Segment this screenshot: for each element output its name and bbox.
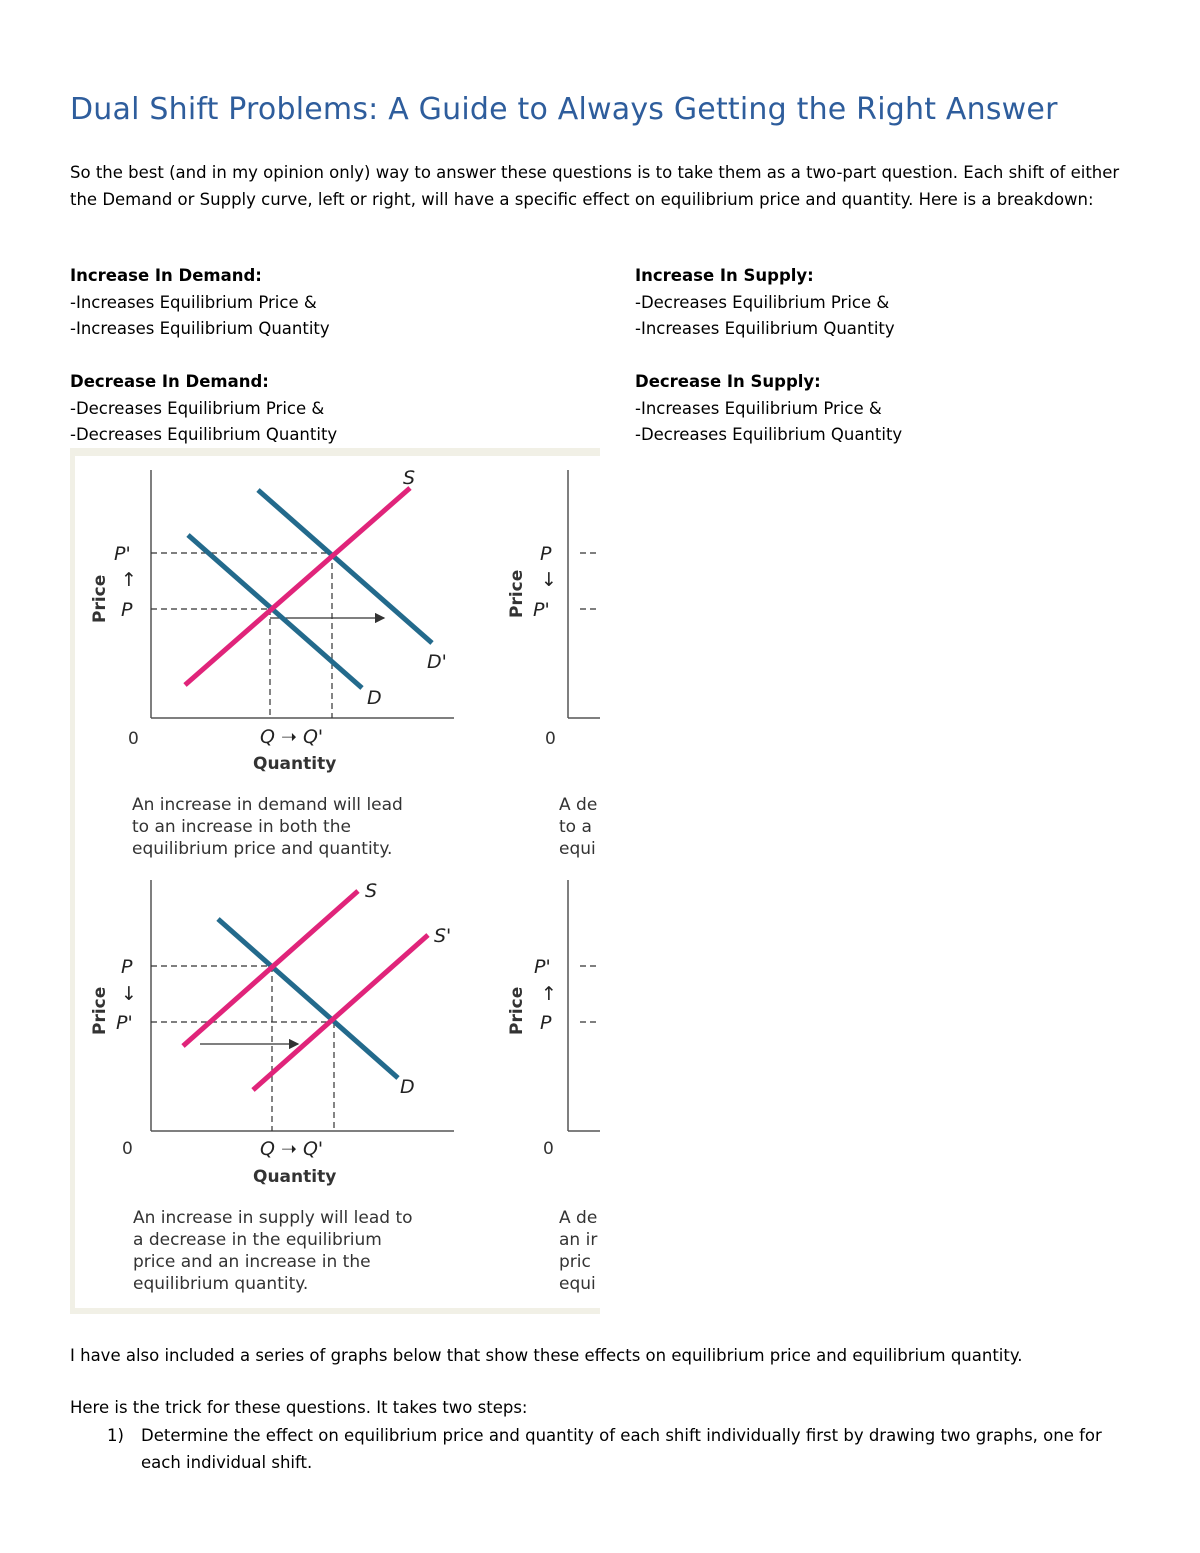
- g4-price-arrow: ↑: [541, 983, 557, 1005]
- g1-label-d-prime: D': [427, 651, 447, 673]
- g1-caption-line-2: to an increase in both the: [132, 817, 351, 837]
- g3-price-arrow: ↓: [541, 569, 557, 591]
- g1-supply-curve: [185, 488, 410, 685]
- increase-demand-block: [70, 263, 330, 343]
- g2-price-old-label: P: [121, 956, 133, 978]
- g3-y-title: Price: [507, 569, 527, 618]
- g2-demand-curve: [218, 919, 398, 1078]
- g1-caption-line-3: equilibrium price and quantity.: [132, 839, 393, 859]
- g4-price-top-label: P': [534, 956, 551, 978]
- decrease-demand-quantity: -Decreases Equilibrium Quantity: [70, 425, 338, 444]
- g3-caption-line-3: equi: [559, 839, 596, 859]
- figure-graphs: [70, 448, 600, 1314]
- g1-price-old-label: P: [121, 599, 133, 621]
- g4-y-title: Price: [507, 986, 527, 1035]
- g2-caption-line-2: a decrease in the equilibrium: [133, 1230, 382, 1250]
- list-item: [70, 1423, 1145, 1476]
- g2-caption-line-3: price and an increase in the: [133, 1252, 371, 1272]
- increase-supply-quantity: -Increases Equilibrium Quantity: [635, 319, 895, 338]
- increase-supply-price: -Decreases Equilibrium Price &: [635, 292, 890, 312]
- graph-cropped-bottom-right: [507, 880, 600, 1294]
- g2-caption-line-1: An increase in supply will lead to: [133, 1208, 413, 1228]
- intro-paragraph: So the best (and in my opinion only) way to answer these questions is to take them as a two-part question. Each shift of either the Demand or Supply curve, left or right, will have a specific effect on equilibrium price and quantity. Here is a breakdown:: [70, 163, 1120, 209]
- decrease-demand-price: -Decreases Equilibrium Price &: [70, 398, 325, 418]
- increase-supply-block: [635, 263, 895, 343]
- decrease-supply-heading: Decrease In Supply:: [635, 372, 821, 391]
- increase-demand-quantity: -Increases Equilibrium Quantity: [70, 319, 330, 338]
- decrease-demand-block: [70, 369, 337, 449]
- g1-x-title: Quantity: [253, 754, 337, 774]
- decrease-demand-heading: Decrease In Demand:: [70, 372, 269, 391]
- step-text: Determine the effect on equilibrium price and quantity of each shift individually first by drawing two graphs, one for each individual shift.: [141, 1426, 1102, 1472]
- g2-label-d: D: [400, 1076, 415, 1098]
- g2-quantity-axis-labels: Q ➝ Q': [260, 1138, 324, 1160]
- decrease-supply-block: [635, 369, 902, 449]
- g1-label-s: S: [403, 467, 416, 489]
- graph-increase-supply: [90, 880, 454, 1294]
- steps-list: [70, 1423, 1145, 1476]
- increase-demand-heading: Increase In Demand:: [70, 266, 262, 285]
- g2-origin: 0: [122, 1139, 133, 1159]
- g2-price-arrow: ↓: [121, 983, 137, 1005]
- g2-label-s-prime: S': [434, 925, 452, 947]
- decrease-supply-quantity: -Decreases Equilibrium Quantity: [635, 425, 903, 444]
- graph-increase-demand: [90, 467, 454, 859]
- g1-price-new-label: P': [114, 543, 131, 565]
- g4-caption-line-4: equi: [559, 1274, 596, 1294]
- decrease-supply-price: -Increases Equilibrium Price &: [635, 398, 882, 418]
- graphs-note-paragraph: I have also included a series of graphs below that show these effects on equilibrium price and equilibrium quantity.: [70, 1346, 1023, 1365]
- g4-caption-line-3: pric: [559, 1252, 591, 1272]
- supply-demand-figure: [70, 448, 600, 1314]
- g1-label-d: D: [367, 687, 382, 709]
- g2-label-s: S: [365, 880, 378, 902]
- g3-price-bottom-label: P': [533, 599, 550, 621]
- g3-price-top-label: P: [540, 543, 552, 565]
- g1-origin: 0: [128, 729, 139, 749]
- g2-y-title: Price: [90, 986, 110, 1035]
- g3-caption-line-2: to a: [559, 817, 592, 837]
- g4-caption-line-1: A de: [559, 1208, 598, 1228]
- g1-y-title: Price: [90, 574, 110, 623]
- g4-origin: 0: [543, 1139, 554, 1159]
- graph-cropped-top-right: [507, 470, 600, 859]
- g1-price-arrow: ↑: [121, 569, 137, 591]
- g3-caption-line-1: A de: [559, 795, 598, 815]
- g2-caption-line-4: equilibrium quantity.: [133, 1274, 309, 1294]
- g4-price-bottom-label: P: [540, 1012, 552, 1034]
- g3-origin: 0: [545, 729, 556, 749]
- increase-demand-price: -Increases Equilibrium Price &: [70, 292, 317, 312]
- increase-supply-heading: Increase In Supply:: [635, 266, 814, 285]
- g4-caption-line-2: an ir: [559, 1230, 598, 1250]
- g1-caption-line-1: An increase in demand will lead: [132, 795, 403, 815]
- g2-price-new-label: P': [116, 1012, 133, 1034]
- step-number: 1): [107, 1426, 124, 1445]
- trick-intro-paragraph: Here is the trick for these questions. It takes two steps:: [70, 1398, 528, 1417]
- g1-quantity-axis-labels: Q ➝ Q': [260, 726, 324, 748]
- page-title: Dual Shift Problems: A Guide to Always Getting the Right Answer: [70, 92, 1058, 127]
- g2-x-title: Quantity: [253, 1167, 337, 1187]
